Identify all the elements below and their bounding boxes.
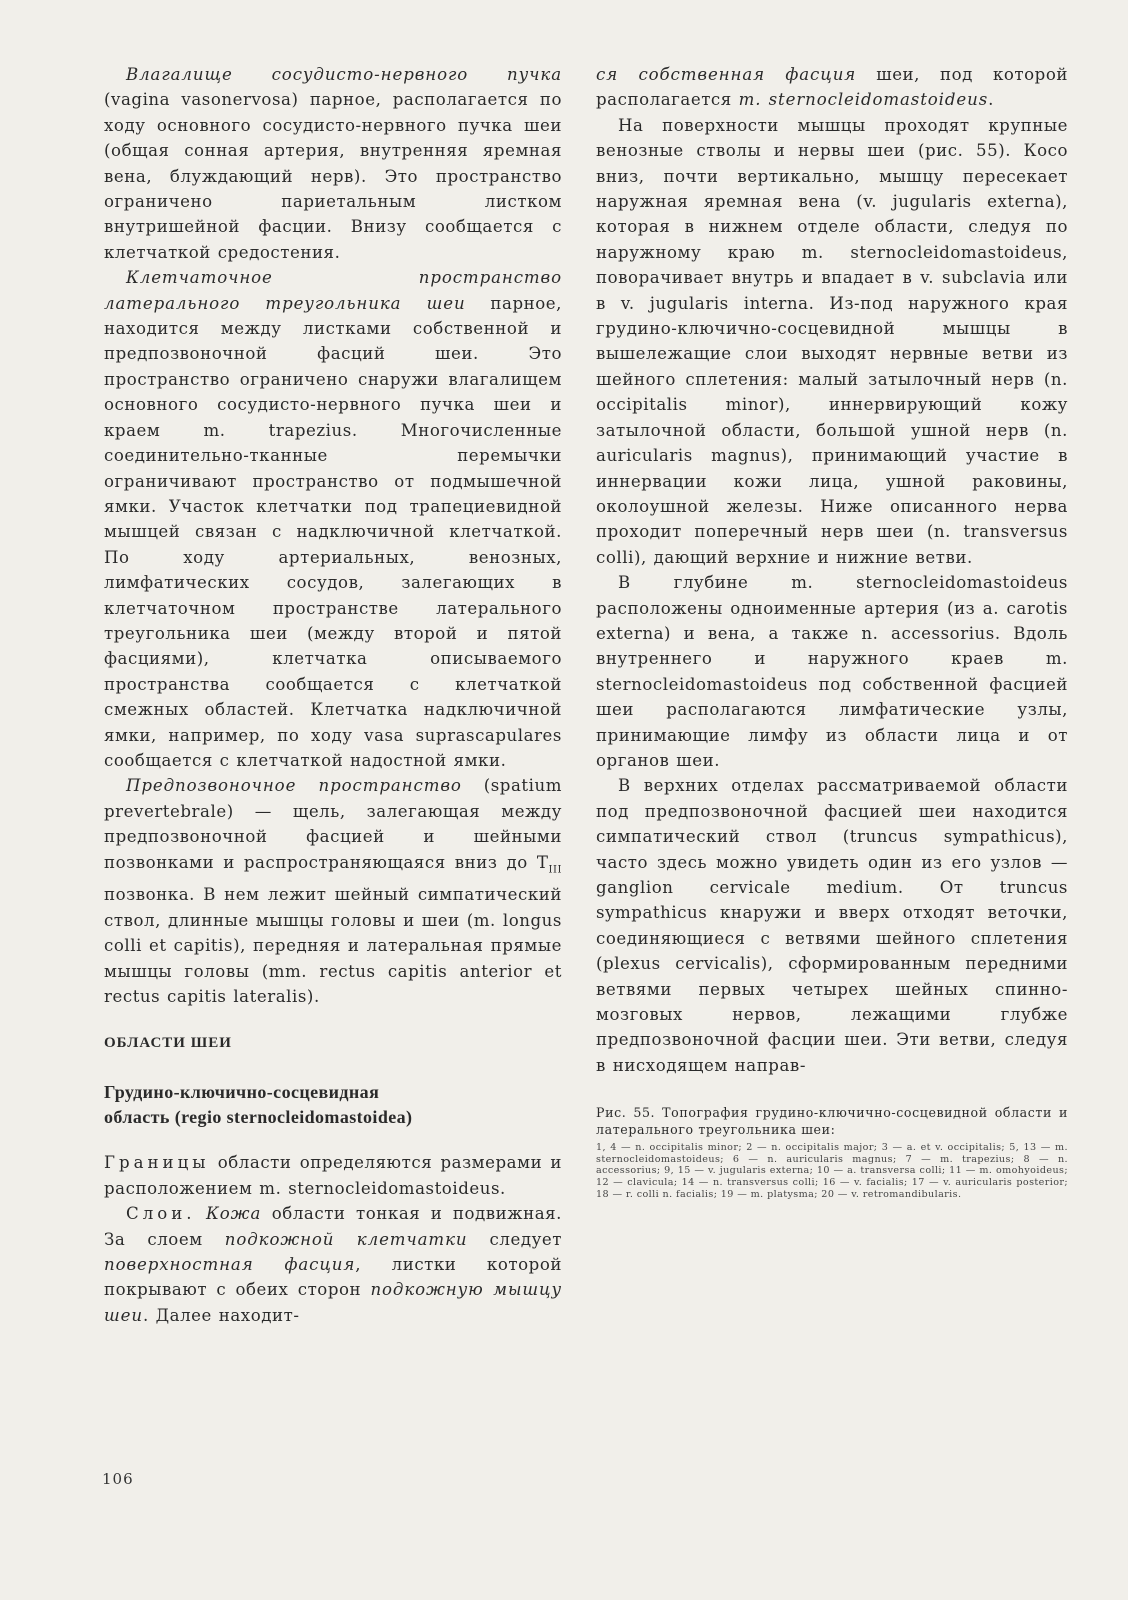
figure-caption-legend: 1, 4 — n. occipitalis minor; 2 — n. occipitalis major; 3 — a. et v. occipitalis; 5, 13 — m. sternocleidomastoideus; 6 — n. auricularis magnus; 7 — m. trapezius; 8 — n. accessorius; 9, 15 — v. jugularis externa; 10 — a. transversa colli; 11 — m. omohyoideus; 12 — clavicula; 14 — n. transversus colli; 16 — v. facialis; 17 — v. auricularis posterior; 18 — r. colli n. facialis; 19 — m. platysma; 20 — v. retromandibularis.	[596, 1142, 1068, 1200]
paragraph-text: парное, находится между листками собственной и предпозвоночной фасций шеи. Это пространство ограничено снаружи влагалищем основного сосудисто-нервного пучка шеи и краем m. trapezius. Многочисленные соединительно-тканные перемычки ограничивают пространство от подмышечной ямки. Участок клетчатки под трапециевидной мышцей связан с надключичной клетчаткой. По ходу артериальных, венозных, лимфатических сосудов, залегающих в клетчаточном пространстве латерального треугольника шеи (между второй и пятой фасциями), клетчатка описываемого пространства сообщается с клетчаткой смежных областей. Клетчатка надключичной ямки, например, по ходу vasa suprascapulares сообщается с клетчаткой надостной ямки.	[104, 293, 562, 770]
term-italic: Клетчаточное пространство латерального треугольника шеи	[104, 268, 562, 313]
spaced-term: Слои.	[126, 1204, 196, 1224]
paragraph-text: позвонка. В нем лежит шейный симпатический ствол, длинные мышцы головы и шеи (m. longus colli et capitis), передняя и латеральная прямые мышцы головы (mm. rectus capitis anterior et rectus capitis lateralis).	[104, 885, 562, 1006]
paragraph-prevertebral-space	[104, 773, 562, 1009]
term-italic: подкожной клетчатки	[224, 1229, 468, 1249]
spaced-term: Границы	[104, 1153, 210, 1173]
paragraph-superficial-structures: На поверхности мышцы проходят крупные венозные стволы и нервы шеи (рис. 55). Косо вниз, почти вертикально, мышцу пересекает наружная яремная вена (v. jugularis externa), которая в нижнем отделе области, следуя по наружному краю m. sternocleidomastoideus, поворачивает внутрь и впадает в v. subclavia или в v. jugularis interna. Из-под наружного края грудино-ключично-сосцевидной мышцы в вышележащие слои выходят нервные ветви из шейного сплетения: малый затылочный нерв (n. occipitalis minor), иннервирующий кожу затылочной области, большой ушной нерв (n. auricularis magnus), принимающий участие в иннервации кожи лица, ушной раковины, околоушной железы. Ниже описанного нерва проходит поперечный нерв шеи (n. transversus colli), дающий верхние и нижние ветви.	[596, 115, 1068, 567]
paragraph-borders	[104, 1150, 562, 1201]
term-italic: Влагалище сосудисто-нервного пучка	[126, 65, 562, 84]
paragraph-deep-structures: В глубине m. sternocleidomastoideus расположены одноименные артерия (из a. carotis externa) и вена, а также n. accessorius. Вдоль внутреннего и наружного краев m. sternocleidomastoideus под собственной фасцией шеи располагаются лимфатические узлы, принимающие лимфу из области лица и от органов шеи.	[596, 573, 1068, 770]
paragraph-continued	[596, 62, 1068, 113]
term-italic: Кожа	[206, 1204, 262, 1224]
paragraph-text: области определяются размерами и расположением m. sternocleidomastoideus.	[104, 1153, 562, 1198]
paragraph-text: .	[988, 90, 994, 110]
term-italic: поверхностная фасция	[104, 1254, 356, 1274]
paragraph-vagina-vasonervosa	[104, 62, 562, 265]
paragraph-lateral-triangle-space	[104, 265, 562, 773]
right-column	[596, 62, 1068, 1200]
term-italic: Предпозвоночное пространство	[126, 776, 462, 796]
term-italic: m. sternocleidomastoideus	[738, 90, 989, 110]
page-number: 106	[102, 1470, 134, 1488]
paragraph-text: , листки которой покрывают с обеих сторон	[104, 1254, 562, 1300]
term-italic: подкожную мышцу шеи	[104, 1280, 563, 1325]
paragraph-text: (vagina vasonervosa) парное, располагается по ходу основного сосудисто-нервного пучка шеи (общая сонная артерия, внутренняя яремная вена, блуждающий нерв). Это пространство ограничено париетальным листком внутришейной фасции. Внизу сообщается с клетчаткой средостения.	[104, 90, 562, 262]
subsection-heading-line1: Грудино-ключично-сосцевидная	[104, 1082, 380, 1103]
paragraph-text: области тонкая и подвижная. За слоем	[104, 1204, 562, 1249]
paragraph-text: следует	[467, 1229, 562, 1249]
left-column	[104, 62, 562, 1328]
paragraph-text: шеи, под которой располагается	[596, 65, 1068, 110]
paragraph-sympathetic-trunk: В верхних отделах рассматриваемой области под предпозвоночной фасцией шеи находится симпатический ствол (truncus sympathicus), часто здесь можно увидеть один из его узлов — ganglion cervicale medium. От truncus sympathicus кнаружи и вверх отходят веточки, соединяющиеся с ветвями шейного сплетения (plexus cervicalis), сформированным передними ветвями первых четырех шейных спинно-мозговых нервов, лежащими глубже предпозвоночной фасции шеи. Эти ветви, следуя в нисходящем направ-	[596, 776, 1068, 1075]
subsection-heading	[104, 1080, 562, 1130]
paragraph-text	[196, 1204, 206, 1223]
subsection-heading-line2: область (regio sternocleidomastoidea)	[104, 1107, 413, 1128]
section-heading: ОБЛАСТИ ШЕИ	[104, 1035, 232, 1052]
paragraph-text: (spatium prevertebrale) — щель, залегающая между предпозвоночной фасцией и шейными позвонками и распространяющаяся вниз до T	[104, 776, 562, 872]
paragraph-text: . Далее находит-	[142, 1305, 300, 1325]
term-italic: ся собственная фасция	[596, 65, 857, 84]
paragraph-layers	[104, 1201, 562, 1328]
subscript: III	[548, 863, 562, 875]
figure-caption-title: Рис. 55. Топография грудино-ключично-сосцевидной области и латерального треугольника шеи:	[596, 1105, 1068, 1138]
